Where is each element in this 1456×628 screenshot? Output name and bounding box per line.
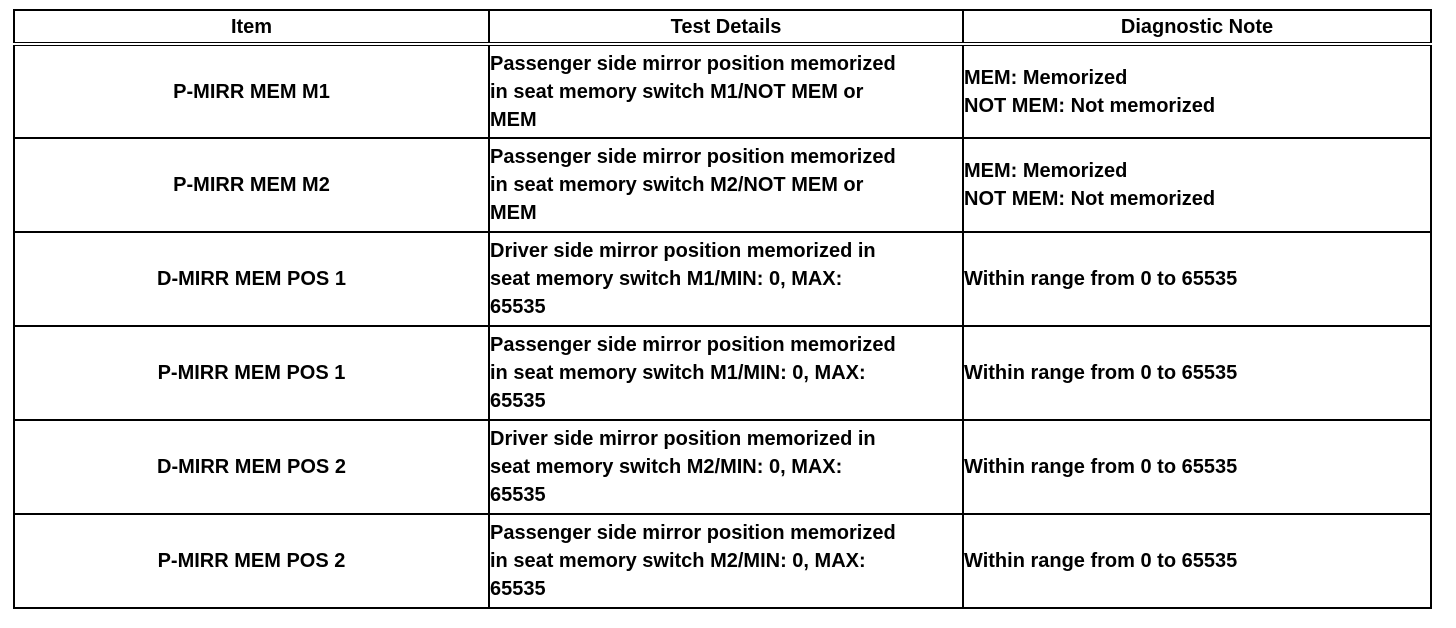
header-diagnostic-note: Diagnostic Note (963, 10, 1431, 44)
item-cell: P-MIRR MEM M2 (14, 138, 489, 232)
test-details-line: MEM (490, 108, 537, 131)
table-row (14, 514, 1431, 608)
test-details-line: Passenger side mirror position memorized (490, 52, 896, 75)
table-row (14, 44, 1431, 138)
test-details-line: seat memory switch M1/MIN: 0, MAX: (490, 268, 843, 290)
test-details-cell (489, 514, 963, 608)
test-details-line: in seat memory switch M2/MIN: 0, MAX: (490, 550, 866, 572)
item-cell: P-MIRR MEM POS 2 (14, 514, 489, 608)
item-cell: D-MIRR MEM POS 1 (14, 232, 489, 326)
test-details-cell (489, 232, 963, 326)
header-row (14, 10, 1431, 44)
test-details-line: 65535 (490, 390, 546, 412)
diagnostic-note-line: Within range from 0 to 65535 (964, 268, 1238, 290)
diagnostic-note-line: Within range from 0 to 65535 (964, 550, 1238, 572)
table-row (14, 138, 1431, 232)
table-row (14, 420, 1431, 514)
test-details-line: MEM (490, 202, 537, 224)
diagnostic-note-line: MEM: Memorized (964, 66, 1128, 89)
test-details-line: seat memory switch M2/MIN: 0, MAX: (490, 456, 843, 478)
diagnostic-note-cell (963, 326, 1431, 420)
diagnostic-note-cell (963, 232, 1431, 326)
test-details-line: 65535 (490, 484, 546, 506)
test-details-line: in seat memory switch M2/NOT MEM or (490, 174, 864, 196)
header-item: Item (14, 10, 489, 44)
diagnostic-note-cell (963, 44, 1431, 138)
item-cell: P-MIRR MEM POS 1 (14, 326, 489, 420)
test-details-cell (489, 44, 963, 138)
diagnostic-note-cell (963, 138, 1431, 232)
test-details-line: Passenger side mirror position memorized (490, 522, 896, 544)
test-details-line: 65535 (490, 578, 546, 600)
diagnostic-note-line: Within range from 0 to 65535 (964, 362, 1238, 384)
test-details-line: 65535 (490, 296, 546, 318)
test-details-line: Passenger side mirror position memorized (490, 146, 896, 168)
diagnostic-note-line: NOT MEM: Not memorized (964, 94, 1216, 117)
diagnostic-table (13, 9, 1432, 609)
diagnostic-note-cell (963, 420, 1431, 514)
test-details-cell (489, 420, 963, 514)
table-row (14, 326, 1431, 420)
header-test-details: Test Details (489, 10, 963, 44)
test-details-line: Passenger side mirror position memorized (490, 334, 896, 356)
table-row (14, 232, 1431, 326)
diagnostic-note-line: NOT MEM: Not memorized (964, 188, 1216, 210)
item-cell: D-MIRR MEM POS 2 (14, 420, 489, 514)
test-details-cell (489, 326, 963, 420)
diagnostic-note-line: MEM: Memorized (964, 160, 1128, 182)
diagnostic-note-cell (963, 514, 1431, 608)
test-details-cell (489, 138, 963, 232)
diagnostic-note-line: Within range from 0 to 65535 (964, 456, 1238, 478)
test-details-line: Driver side mirror position memorized in (490, 428, 876, 450)
test-details-line: in seat memory switch M1/NOT MEM or (490, 80, 864, 103)
test-details-line: Driver side mirror position memorized in (490, 240, 876, 262)
test-details-line: in seat memory switch M1/MIN: 0, MAX: (490, 362, 866, 384)
item-cell: P-MIRR MEM M1 (14, 44, 489, 138)
